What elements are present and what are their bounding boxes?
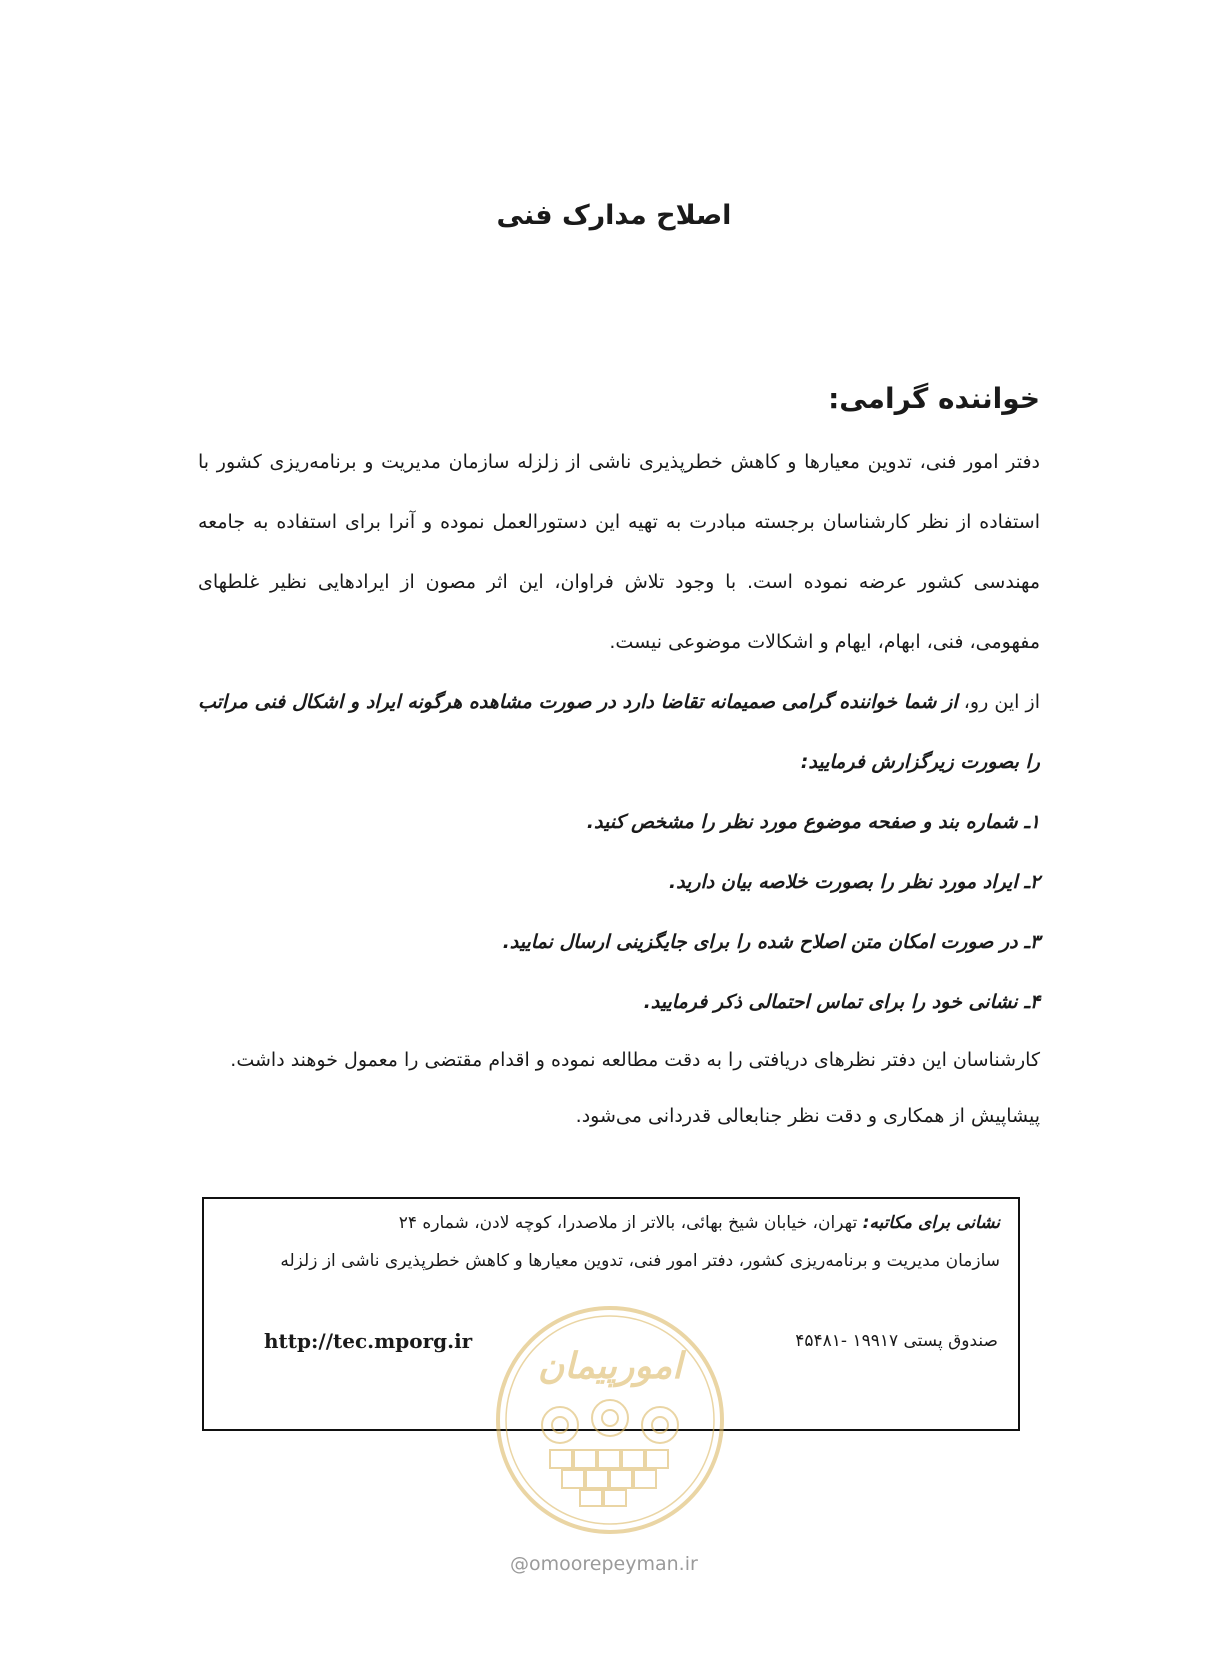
intro-paragraph: دفتر امور فنی، تدوین معیارها و کاهش خطرپذیری ناشی از زلزله سازمان مدیریت و برنامه‌ریزی کشور با استفاده از نظر کارشناسان برجسته مبادرت به تهیه این دستورالعمل نموده و آنرا برای استفاده به جامعه مهندسی کشور عرضه نموده است. با وجود تلاش فراوان، این اثر مصون از ایرادهایی نظیر غلطهای مفهومی، فنی، ابهام، ایهام و اشکالات موضوعی نیست. — [198, 451, 1040, 653]
list-item: ۳ـ در صورت امکان متن اصلاح شده را برای جایگزینی ارسال نمایید. — [502, 931, 1040, 953]
watermark-seal-icon — [490, 1300, 730, 1540]
closing-paragraph-1: کارشناسان این دفتر نظرهای دریافتی را به دقت مطالعه نموده و اقدام مقتضی را معمول خوهند داشت. — [230, 1049, 1040, 1071]
address-line-2: سازمان مدیریت و برنامه‌ریزی کشور، دفتر امور فنی، تدوین معیارها و کاهش خطرپذیری ناشی از زلزله — [280, 1251, 1000, 1271]
main-content — [198, 378, 1040, 1144]
postal-box: صندوق پستی ۱۹۹۱۷ -۴۵۴۸۱ — [795, 1331, 998, 1351]
greeting-heading: خواننده گرامی: — [828, 382, 1040, 415]
address-label: نشانی برای مکاتبه: — [862, 1213, 1000, 1233]
seal-text: امورپیمان — [537, 1345, 683, 1387]
list-item: ۴ـ نشانی خود را برای تماس احتمالی ذکر فرمایید. — [643, 991, 1040, 1013]
request-emphasis: از شما خواننده گرامی صمیمانه تقاضا دارد در صورت مشاهده هرگونه ایراد و اشکال فنی مراتب را بصورت زیرگزارش فرمایید: — [198, 691, 1040, 773]
watermark-handle: @omoorepeyman.ir — [510, 1553, 698, 1575]
list-item: ۱ـ شماره بند و صفحه موضوع مورد نظر را مشخص کنید. — [586, 811, 1040, 833]
address-line-1 — [399, 1213, 1000, 1233]
closing-paragraph-2: پیشاپیش از همکاری و دقت نظر جنابعالی قدردانی می‌شود. — [575, 1105, 1040, 1127]
address-text: تهران، خیابان شیخ بهائی، بالاتر از ملاصدرا، کوچه لادن، شماره ۲۴ — [398, 1213, 858, 1233]
page-title: اصلاح مدارک فنی — [496, 200, 732, 231]
report-instructions-list — [198, 792, 1040, 1032]
list-item: ۲ـ ایراد مورد نظر را بصورت خلاصه بیان دارید. — [668, 871, 1040, 893]
request-prefix: از این رو، — [963, 691, 1041, 713]
website-link[interactable]: http://tec.mporg.ir — [264, 1329, 473, 1353]
request-paragraph — [198, 672, 1040, 792]
